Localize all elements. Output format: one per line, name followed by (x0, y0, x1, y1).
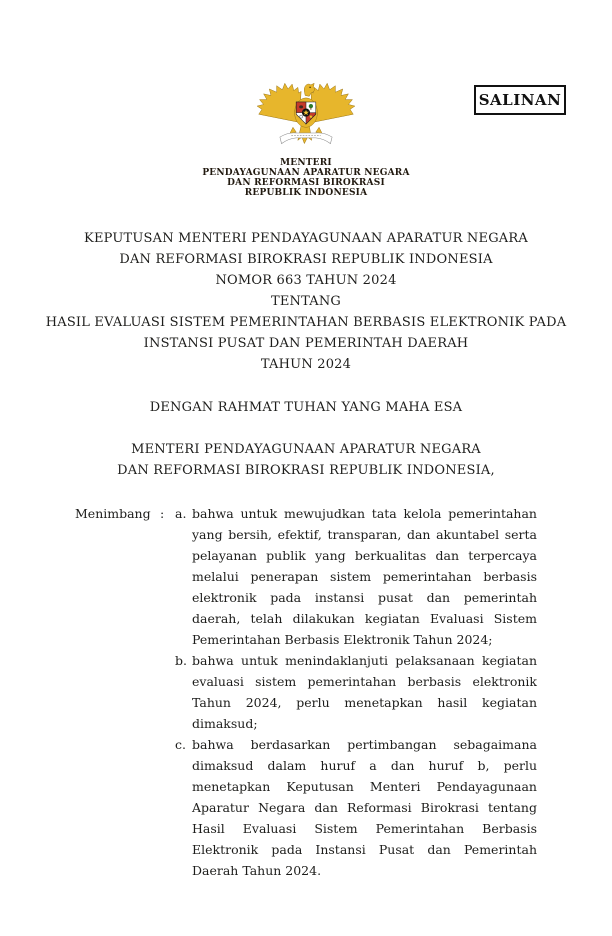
decree-title-line: KEPUTUSAN MENTERI PENDAYAGUNAAN APARATUR NEGARA (84, 231, 528, 246)
item-marker: a. (175, 506, 187, 521)
invocation-line: DENGAN RAHMAT TUHAN YANG MAHA ESA (149, 400, 463, 415)
consideration-item-c (175, 734, 537, 881)
letterhead-line: REPUBLIK INDONESIA (244, 188, 368, 198)
salinan-copy-stamp-label: SALINAN (478, 91, 562, 109)
menimbang-label: Menimbang (75, 506, 151, 521)
letterhead-text (0, 158, 612, 198)
consideration-item-b (175, 650, 537, 734)
decree-title (0, 228, 612, 375)
item-text: bahwa untuk menindaklanjuti pelaksanaan kegiatan evaluasi sistem pemerintahan berbasis elektronik Tahun 2024, perlu menetapkan hasil kegiatan dimaksud; (192, 653, 537, 731)
menimbang-colon: : (160, 506, 165, 521)
letterhead-line: PENDAYAGUNAAN APARATUR NEGARA (202, 168, 410, 178)
issuer-line: DAN REFORMASI BIROKRASI REPUBLIK INDONESIA, (117, 463, 495, 478)
consideration-item-a (175, 503, 537, 650)
issuer-line: MENTERI PENDAYAGUNAAN APARATUR NEGARA (131, 442, 481, 457)
decree-year-line: TAHUN 2024 (260, 357, 352, 372)
menimbang-section (0, 503, 612, 881)
decree-tentang-line: TENTANG (270, 294, 342, 309)
salinan-copy-stamp (474, 85, 566, 115)
decree-subject-line: HASIL EVALUASI SISTEM PEMERINTAHAN BERBASIS ELEKTRONIK PADA (45, 315, 567, 330)
decree-subject-line: INSTANSI PUSAT DAN PEMERINTAH DAERAH (143, 336, 469, 351)
decree-number-line: NOMOR 663 TAHUN 2024 (215, 273, 397, 288)
item-text: bahwa untuk mewujudkan tata kelola pemerintahan yang bersih, efektif, transparan, dan akuntabel serta pelayanan publik yang berkualitas dan terpercaya melalui penerapan sistem pemerintahan berbasis elektronik pada instansi pusat dan pemerintah daerah, telah dilakukan kegiatan Evaluasi Sistem Pemerintahan Berbasis Elektronik Tahun 2024; (192, 506, 537, 647)
item-marker: c. (175, 737, 186, 752)
letterhead-line: MENTERI (280, 158, 332, 168)
garuda-pancasila-emblem-icon (252, 80, 360, 155)
menimbang-items (175, 503, 537, 881)
letterhead-line: DAN REFORMASI BIROKRASI (227, 178, 385, 188)
item-marker: b. (175, 653, 187, 668)
item-text: bahwa berdasarkan pertimbangan sebagaimana dimaksud dalam huruf a dan huruf b, perlu menetapkan Keputusan Menteri Pendayagunaan Aparatur Negara dan Reformasi Birokrasi tentang Hasil Evaluasi Sistem Pemerintahan Berbasis Elektronik pada Instansi Pusat dan Pemerintah Daerah Tahun 2024. (192, 737, 537, 878)
decree-title-line: DAN REFORMASI BIROKRASI REPUBLIK INDONESIA (119, 252, 493, 267)
issuer-lines (0, 439, 612, 481)
